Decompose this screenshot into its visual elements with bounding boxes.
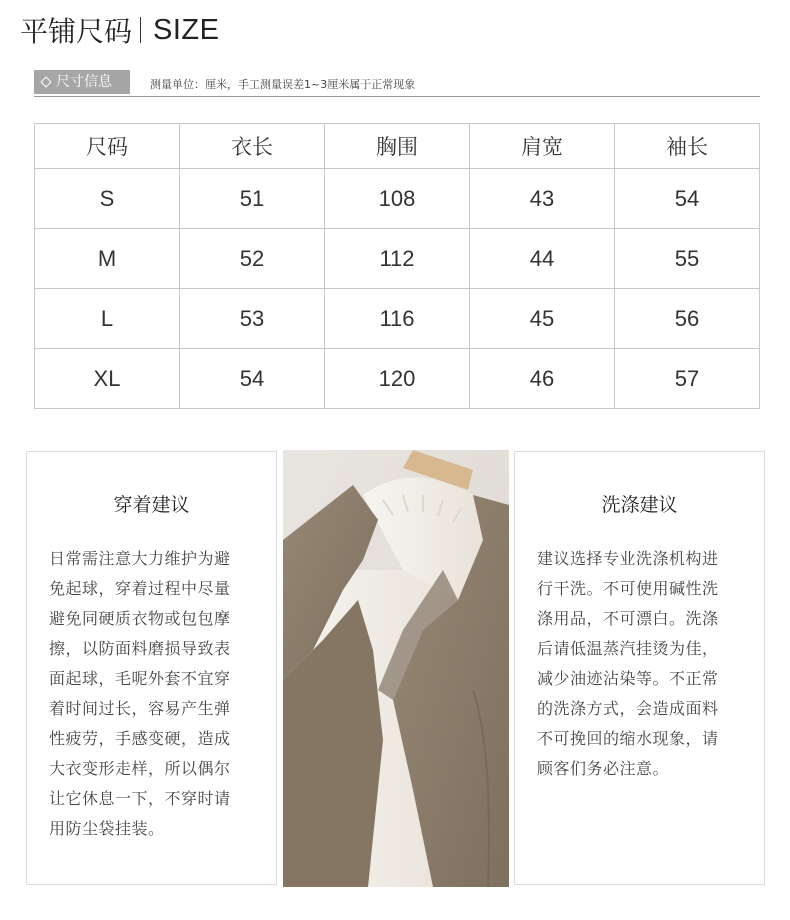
diamond-icon	[40, 76, 51, 87]
title-divider	[140, 17, 141, 43]
header-cell: 袖长	[615, 124, 760, 169]
table-cell: 52	[180, 229, 325, 289]
table-cell: L	[35, 289, 180, 349]
wash-tips-line: 建议选择专业洗涤机构进	[537, 549, 719, 568]
wear-tips-line: 用防尘袋挂装。	[49, 819, 165, 838]
table-header-row	[35, 124, 760, 169]
wear-tips-line: 让它休息一下，不穿时请	[49, 789, 231, 808]
wear-tips-line: 免起球，穿着过程中尽量	[49, 579, 231, 598]
table-cell: XL	[35, 349, 180, 409]
table-cell: 108	[325, 169, 470, 229]
wash-tips-line: 不可挽回的缩水现象，请	[537, 729, 719, 748]
table-cell: 116	[325, 289, 470, 349]
table-cell: 54	[615, 169, 760, 229]
size-info-bar	[34, 70, 760, 97]
wear-tips-card	[26, 451, 277, 885]
table-row	[35, 349, 760, 409]
wear-tips-line: 性疲劳，手感变硬，造成	[49, 729, 231, 748]
table-cell: 43	[470, 169, 615, 229]
table-cell: 120	[325, 349, 470, 409]
header-cell: 衣长	[180, 124, 325, 169]
table-cell: 57	[615, 349, 760, 409]
wash-tips-line: 的洗涤方式，会造成面料	[537, 699, 719, 718]
table-row	[35, 289, 760, 349]
wash-tips-line: 涤用品，不可漂白。洗涤	[537, 609, 719, 628]
table-cell: 51	[180, 169, 325, 229]
wash-tips-title: 洗涤建议	[601, 494, 678, 516]
header-cell: 胸围	[325, 124, 470, 169]
page-title-en: SIZE	[153, 13, 220, 46]
size-info-tag	[34, 70, 130, 94]
wear-tips-body	[49, 544, 258, 844]
wear-tips-line: 面起球，毛呢外套不宜穿	[49, 669, 231, 688]
table-cell: S	[35, 169, 180, 229]
wash-tips-line: 顾客们务必注意。	[537, 759, 670, 778]
table-cell: 54	[180, 349, 325, 409]
measurement-note: 测量单位：厘米，手工测量误差1~3厘米属于正常现象	[150, 78, 416, 91]
table-row	[35, 169, 760, 229]
table-row	[35, 229, 760, 289]
coat-photo	[283, 450, 509, 887]
wear-tips-line: 大衣变形走样，所以偶尔	[49, 759, 231, 778]
page-title-cn: 平铺尺码	[20, 15, 133, 48]
wear-tips-line: 避免同硬质衣物或包包摩	[49, 609, 231, 628]
header-cell: 肩宽	[470, 124, 615, 169]
header-cell: 尺码	[35, 124, 180, 169]
wear-tips-line: 日常需注意大力维护为避	[49, 549, 231, 568]
wear-tips-line: 擦，以防面料磨损导致表	[49, 639, 231, 658]
coat-illustration	[283, 450, 509, 887]
wash-tips-card	[514, 451, 765, 885]
table-cell: M	[35, 229, 180, 289]
table-cell: 46	[470, 349, 615, 409]
wear-tips-line: 着时间过长，容易产生弹	[49, 699, 231, 718]
wash-tips-line: 行干洗。不可使用碱性洗	[537, 579, 719, 598]
wash-tips-line: 后请低温蒸汽挂烫为佳，	[537, 639, 719, 658]
page-title	[20, 10, 219, 50]
wear-tips-title: 穿着建议	[113, 494, 190, 516]
table-cell: 112	[325, 229, 470, 289]
size-info-tag-label: 尺寸信息	[56, 74, 112, 90]
size-table	[34, 123, 760, 409]
table-cell: 56	[615, 289, 760, 349]
wash-tips-line: 减少油迹沾染等。不正常	[537, 669, 719, 688]
table-cell: 55	[615, 229, 760, 289]
wash-tips-body	[537, 544, 746, 784]
table-cell: 53	[180, 289, 325, 349]
table-cell: 45	[470, 289, 615, 349]
table-cell: 44	[470, 229, 615, 289]
